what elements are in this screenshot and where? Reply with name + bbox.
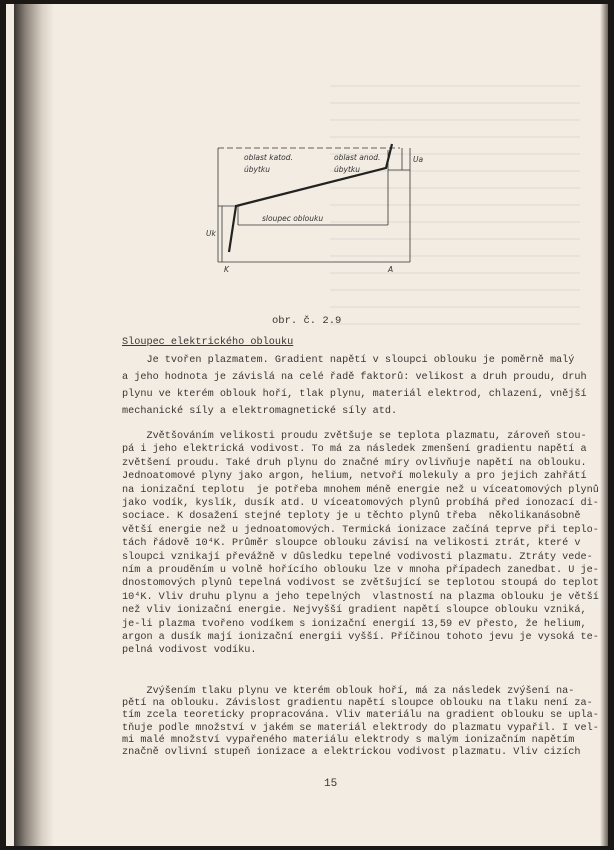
text-line: a jeho hodnota je závislá na celé řadě faktorů: velikost a druh proudu, druh	[122, 372, 587, 383]
text-line: mi malé množství vypařeného materiálu elektrody s malým ionizačním napětím	[122, 734, 575, 746]
label-cathode-region-1: oblast katod.	[244, 153, 293, 162]
text-line: na ionizační teplotu je potřeba mnohem méně energie než u víceatomových plynů	[122, 484, 599, 496]
text-line: mechanické síly a elektromagnetické síly atd.	[122, 406, 398, 417]
text-line: pětí na oblouku. Závislost gradientu napětí sloupce oblouku na tlaku není za-	[122, 698, 593, 710]
text-line: pá i jeho elektrická vodivost. To má za následek zmenšení gradientu napětí a	[122, 444, 587, 456]
label-cathode-region-2: úbytku	[244, 165, 270, 174]
text-line: sloupci vznikají převážně v důsledku tepelné vodivosti plazmatu. Ztráty vede-	[122, 551, 593, 563]
text-line: Jednoatomové plyny jako argon, helium, netvoří molekuly a pro jejich zahřátí	[122, 471, 587, 483]
label-ua: Ua	[413, 155, 424, 164]
label-uk: Uk	[206, 229, 216, 238]
text-line: tňuje podle množství v jakém se materiál elektrody do plazmatu vypařil. I vel-	[122, 722, 599, 734]
text-line: jako vodík, kyslík, dusík atd. U víceatomových plynů probíhá před ionozací di-	[122, 498, 599, 509]
text-line: tím zcela teoreticky propracována. Vliv materiálu na gradient oblouku se upla-	[122, 710, 599, 722]
text-line: plynu ve kterém oblouk hoří, tlak plynu, materiál elektrod, chlazení, vnější	[122, 389, 587, 400]
section-heading: Sloupec elektrického oblouku	[122, 337, 294, 348]
text-line: argon a dusík mají ionizační energii vyšší. Příčinou tohoto jevu je vysoká te-	[122, 632, 599, 643]
text-line: dnostomových plynů tepelná vodivost se zvětšující se teplotou stoupá do teplot	[122, 578, 599, 590]
label-a: A	[388, 265, 394, 274]
figure-caption: obr. č. 2.9	[272, 315, 342, 327]
text-line: ním a prouděním u volně hořícího oblouku lze v mnoha případech zanedbat. U je-	[122, 565, 599, 576]
text-line: sociace. K dosažení stejné teploty je u těchto plynů třeba několikanásobně	[122, 511, 581, 523]
text-line: Je tvořen plazmatem. Gradient napětí v sloupci oblouku je poměrně malý	[122, 355, 575, 366]
text-line: Zvětšováním velikosti proudu zvětšuje se teplota plazmatu, zároveň stou-	[122, 431, 587, 442]
text-line: je-li plazma tvořeno vodíkem s ionizační energií 13,59 eV přesto, že helium,	[122, 618, 587, 630]
label-anode-region-2: úbytku	[334, 165, 360, 174]
text-line: než vliv ionizační energie. Nejvyšší gradient napětí sloupce oblouku vzniká,	[122, 605, 587, 617]
text-line: 10⁴K. Vliv druhu plynu a jeho tepelných vlastností na plazma oblouku je větší	[122, 591, 599, 603]
label-column: sloupec oblouku	[262, 214, 324, 223]
text-line: značně ovlivní stupeň ionizace a elektrickou vodivost plazmatu. Vliv cizích	[122, 747, 581, 758]
label-k: K	[224, 265, 229, 274]
text-line: zvětšení proudu. Také druh plynu do značné míry ovlivňuje napětí na oblouku.	[122, 457, 587, 469]
text-line: pelná vodivost vodíku.	[122, 645, 257, 657]
page-number: 15	[324, 778, 338, 790]
text-line: tách řádově 10⁴K. Průměr sloupce oblouku závisí na velikosti ztrát, které v	[122, 538, 581, 550]
label-anode-region-1: oblast anod.	[334, 153, 381, 162]
text-line: větší energie než u jednoatomových. Termická ionizace začíná teprve při teplo-	[122, 524, 599, 536]
text-line: Zvýšením tlaku plynu ve kterém oblouk hoří, má za následek zvýšení na-	[122, 686, 575, 697]
